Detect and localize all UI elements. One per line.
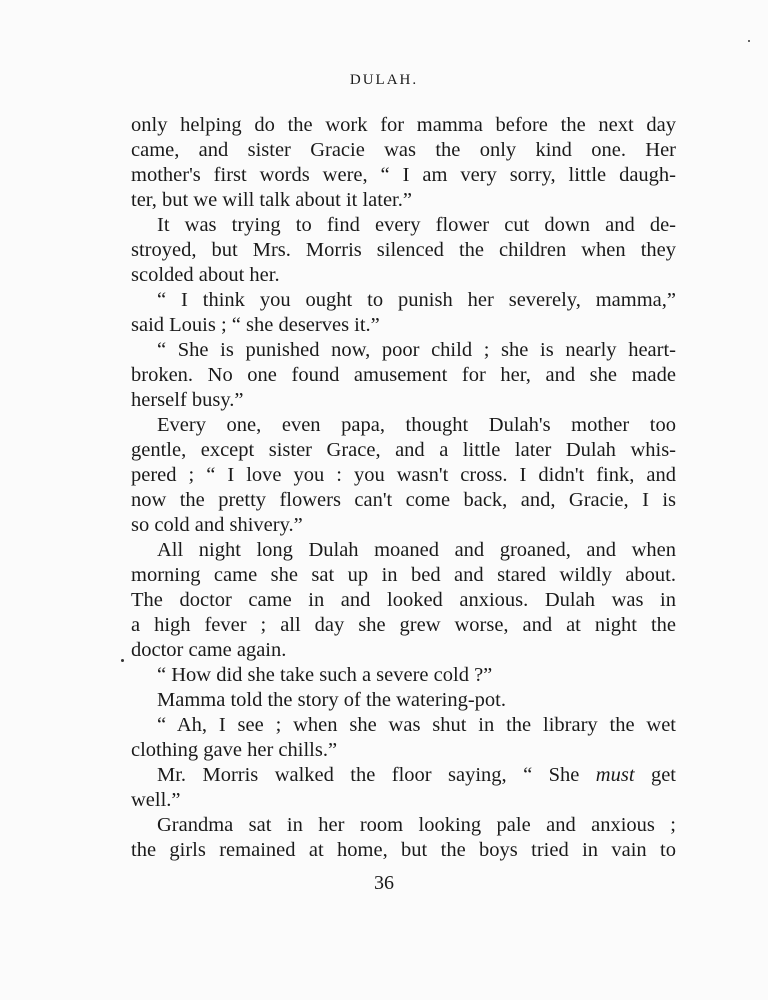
- text-line: Mamma told the story of the watering-pot.: [157, 689, 506, 711]
- emphasized-word: must: [595, 764, 635, 786]
- text-line: now the pretty flowers can't come back, and, Gracie, I is: [131, 489, 676, 511]
- text-segment: Mr. Morris walked the floor saying, “ She: [157, 764, 596, 786]
- text-line: “ How did she take such a severe cold ?”: [157, 664, 493, 686]
- text-segment: get: [634, 764, 676, 786]
- ink-speck: [748, 40, 750, 42]
- text-line: doctor came again.: [131, 639, 287, 661]
- text-line: said Louis ; “ she deserves it.”: [131, 314, 380, 336]
- text-line: pered ; “ I love you : you wasn't cross. I didn't fink, and: [131, 464, 676, 486]
- ink-speck: [121, 659, 124, 662]
- text-line: only helping do the work for mamma before the next day: [131, 114, 676, 136]
- text-line: scolded about her.: [131, 264, 280, 286]
- text-line: mother's first words were, “ I am very sorry, little daugh-: [131, 164, 676, 186]
- running-head: DULAH.: [349, 72, 419, 88]
- text-line: “ Ah, I see ; when she was shut in the library the wet: [157, 714, 676, 736]
- text-line: Grandma sat in her room looking pale and anxious ;: [157, 814, 676, 836]
- text-line: “ She is punished now, poor child ; she is nearly heart-: [157, 339, 676, 361]
- text-line: broken. No one found amusement for her, and she made: [131, 364, 676, 386]
- text-line: Every one, even papa, thought Dulah's mother too: [157, 414, 676, 436]
- text-line: the girls remained at home, but the boys tried in vain to: [131, 839, 676, 861]
- text-line: morning came she sat up in bed and stared wildly about.: [131, 564, 676, 586]
- text-line: It was trying to find every flower cut down and de-: [157, 214, 676, 236]
- text-line: so cold and shivery.”: [131, 514, 303, 536]
- text-line: came, and sister Gracie was the only kind one. Her: [131, 139, 676, 161]
- page-number: 36: [374, 872, 394, 894]
- text-line: “ I think you ought to punish her severely, mamma,”: [157, 289, 676, 311]
- text-line: [131, 763, 676, 788]
- text-line: ter, but we will talk about it later.”: [131, 189, 412, 211]
- text-line: gentle, except sister Grace, and a little later Dulah whis-: [131, 439, 676, 461]
- text-line: The doctor came in and looked anxious. Dulah was in: [131, 589, 676, 611]
- text-line: All night long Dulah moaned and groaned, and when: [157, 539, 676, 561]
- text-line: well.”: [131, 789, 181, 811]
- text-line: stroyed, but Mrs. Morris silenced the children when they: [131, 239, 676, 261]
- text-line: herself busy.”: [131, 389, 244, 411]
- text-line: a high fever ; all day she grew worse, and at night the: [131, 614, 676, 636]
- text-line: clothing gave her chills.”: [131, 739, 338, 761]
- body-text: [131, 113, 676, 863]
